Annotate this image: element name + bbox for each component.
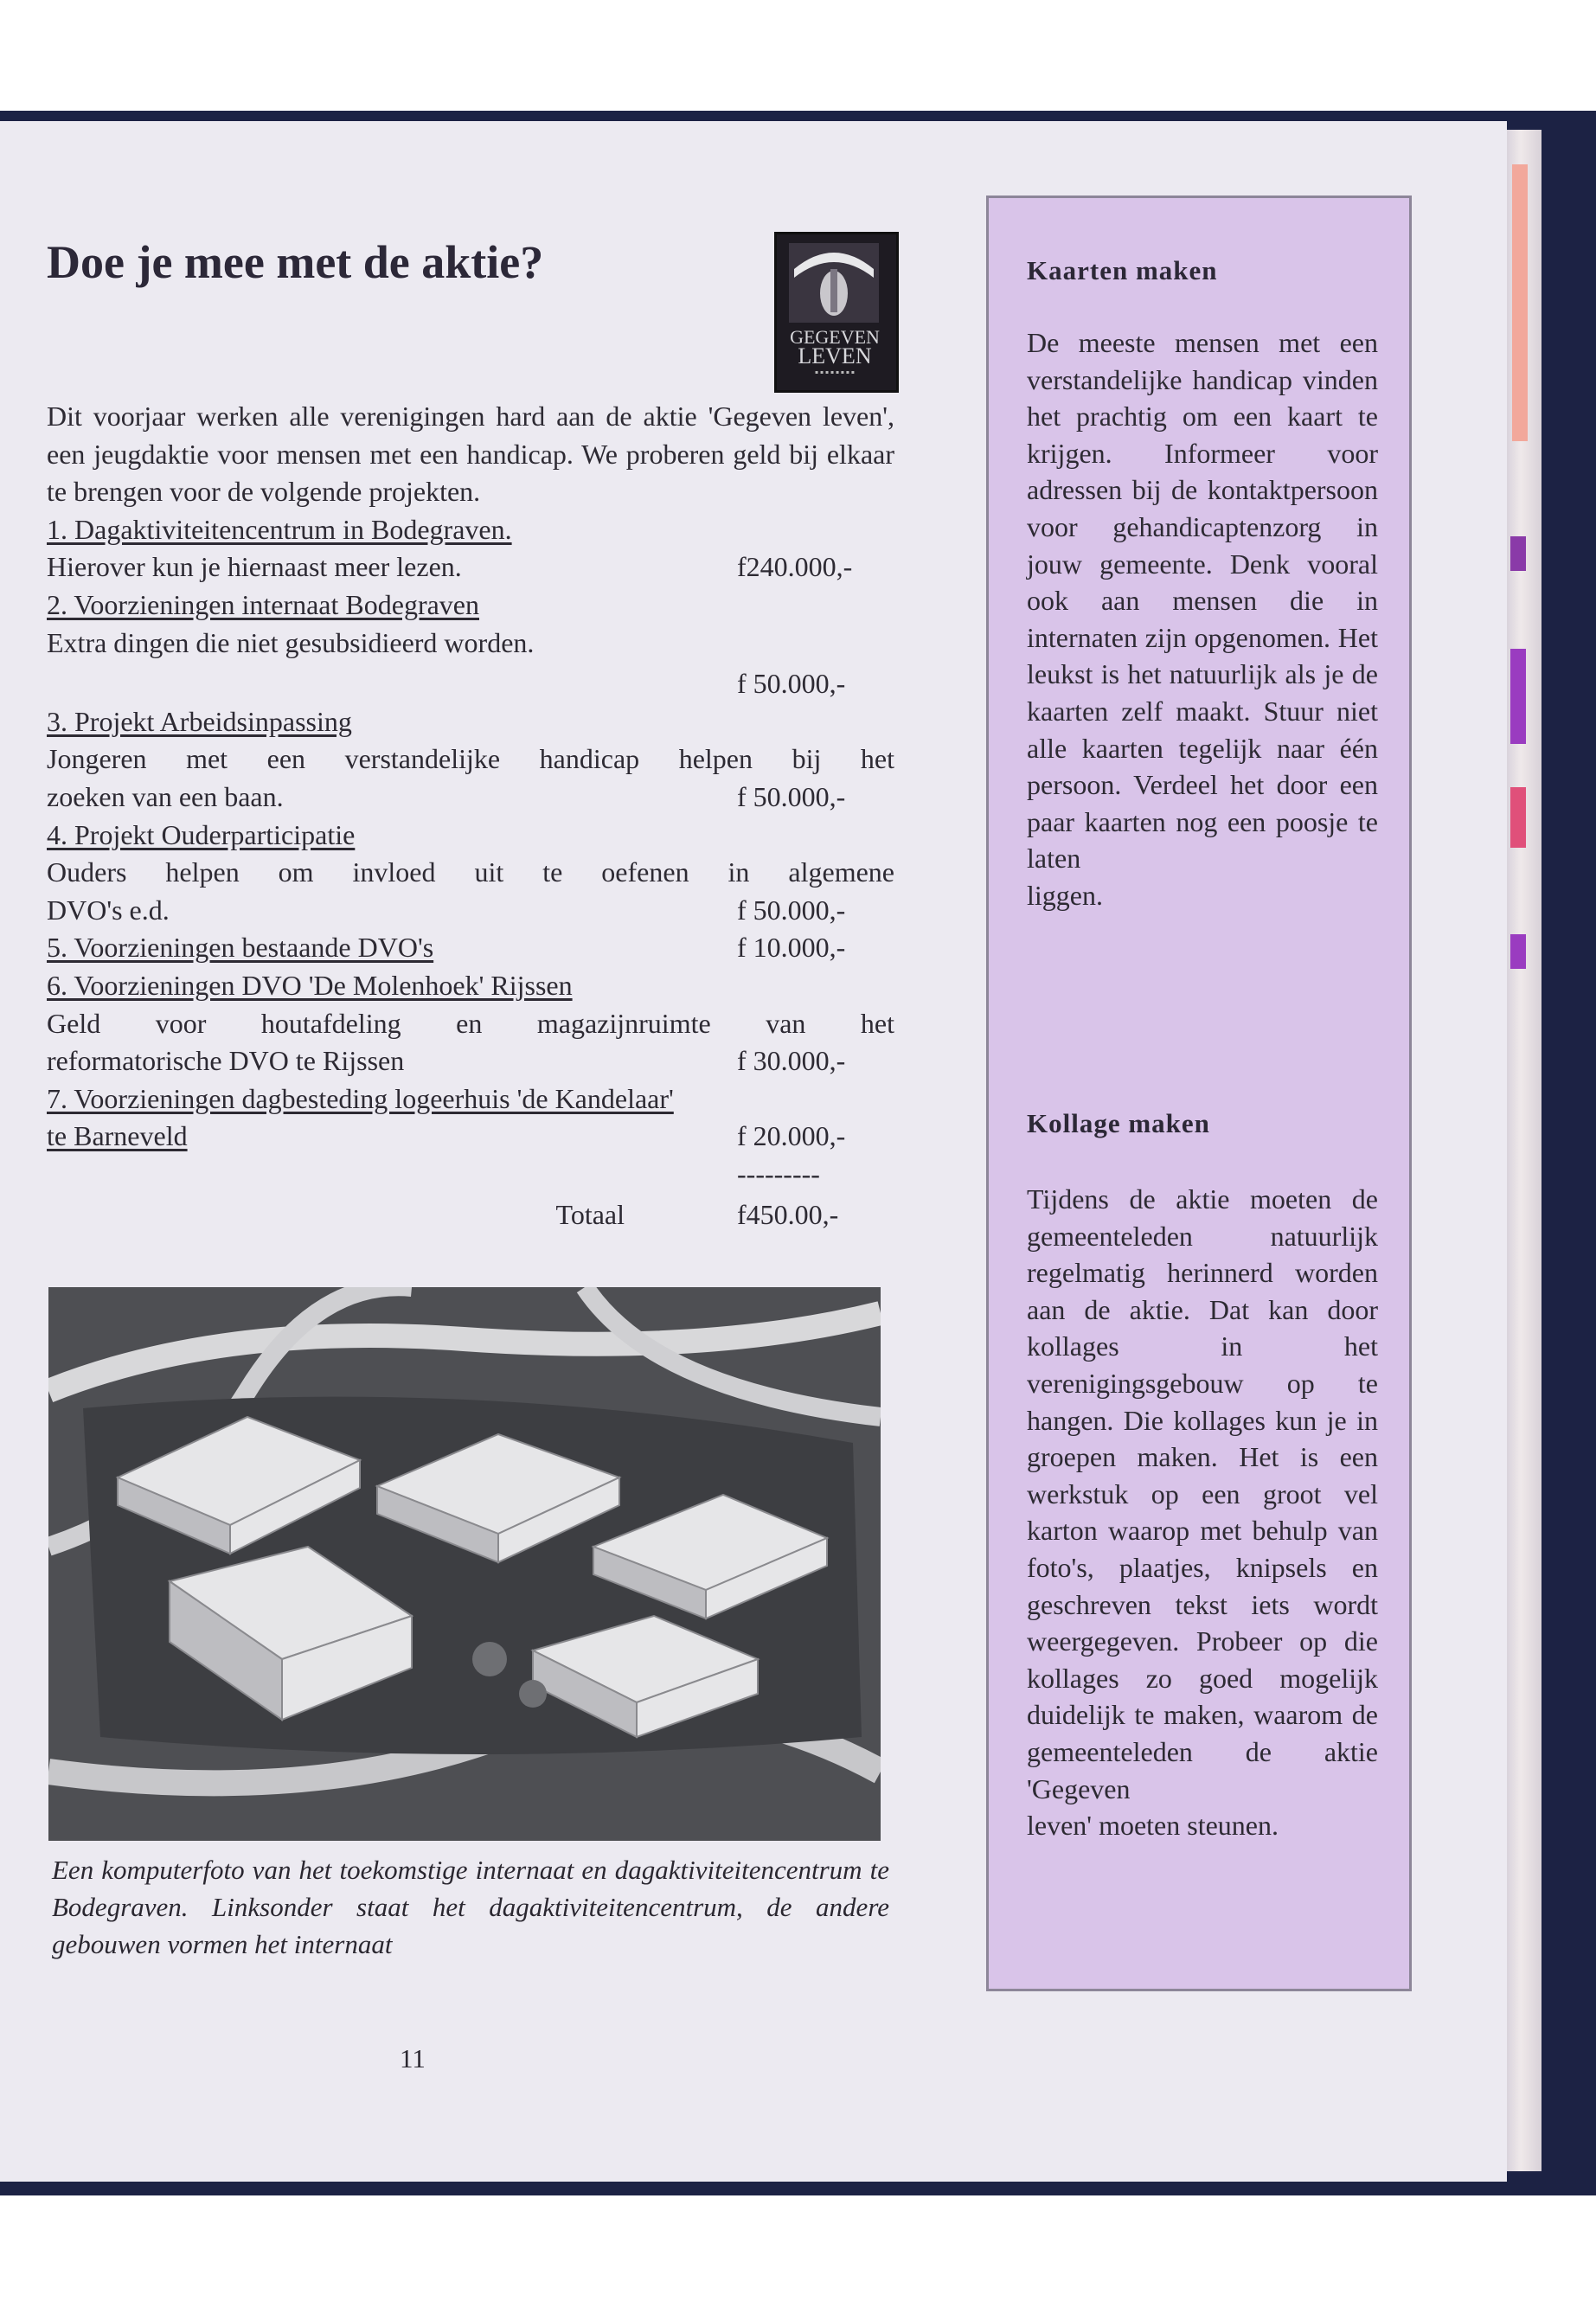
sidebar-text-kaarten: De meeste mensen met een verstandelijke handicap vinden het prachtig om een kaart te krijgen. Informeer voor adressen bij de kontaktpersoon voor gehandicaptenzorg in jouw gemeente. Denk vooral ook aan mensen die in internaten zijn opgenomen. Het leukst is het natuurlijk als je de kaarten zelf maakt. Stuur niet alle kaarten tegelijk naar één persoon. Verdeel het door een paar kaarten nog een poosje te laten liggen. [1027, 327, 1378, 911]
gegeven-leven-logo [774, 232, 899, 393]
item-1-desc: Hierover kun je hiernaast meer lezen. [47, 551, 462, 583]
photo-illustration [48, 1287, 881, 1841]
sidebar-heading-kollage: Kollage maken [1027, 1108, 1210, 1138]
item-4-desc-line1: Ouders helpen om invloed uit te oefenen in algemene [47, 856, 894, 888]
item-7-heading-line1: 7. Voorzieningen dagbesteding logeerhuis 'de Kandelaar' [47, 1082, 674, 1114]
item-4-heading: 4. Projekt Ouderparticipatie [47, 818, 356, 850]
item-1-row [47, 548, 894, 586]
building-rendering-photo [48, 1287, 881, 1841]
item-5-amount: f 10.000,- [737, 932, 846, 964]
item-5-row [47, 929, 894, 967]
item-7-amount: f 20.000,- [737, 1120, 846, 1152]
logo-emblem-icon [789, 243, 879, 323]
total-separator-row [47, 1156, 894, 1194]
item-4-amount: f 50.000,- [737, 894, 846, 926]
item-2-heading: 2. Voorzieningen internaat Bodegraven [47, 588, 479, 620]
sidebar-heading-kaarten: Kaarten maken [1027, 255, 1218, 285]
photo-caption: Een komputerfoto van het toekomstige internaat en dagaktiviteitencentrum te Bodegraven. Linksonder staat het dagaktiviteitencentrum, de andere gebouwen vormen het internaat [52, 1855, 889, 1959]
total-separator: --------- [737, 1157, 820, 1189]
item-5-heading: 5. Voorzieningen bestaande DVO's [47, 932, 434, 964]
item-7-row [47, 1118, 894, 1156]
logo-fine-print: ▪ ▪ ▪ ▪ ▪ ▪ ▪ ▪ [815, 369, 855, 375]
total-amount: f450.00,- [737, 1199, 839, 1231]
intro-paragraph: Dit voorjaar werken alle verenigingen hard aan de aktie 'Gegeven leven', een jeugdaktie voor mensen met een handicap. We proberen geld bij elkaar te brengen voor de volgende projekten. [47, 401, 894, 508]
item-3-desc-line1: Jongeren met een verstandelijke handicap helpen bij het [47, 743, 894, 775]
page-title: Doe je mee met de aktie? [47, 236, 544, 288]
project-list [47, 398, 894, 1234]
item-3-amount: f 50.000,- [737, 780, 846, 812]
item-4-row [47, 892, 894, 930]
item-2-desc: Extra dingen die niet gesubsidieerd worden. [47, 626, 535, 658]
item-6-heading: 6. Voorzieningen DVO 'De Molenhoek' Rijssen [47, 969, 573, 1001]
page-edges [1507, 130, 1542, 2171]
item-7-heading-line2: te Barneveld [47, 1120, 188, 1152]
item-6-row [47, 1042, 894, 1080]
sidebar-text-kollage: Tijdens de aktie moeten de gemeenteleden natuurlijk regelmatig herinnerd worden aan de aktie. Dat kan door kollages in het verenigingsgebouw op te hangen. Die kollages kun je in groepen maken. Het is een werkstuk op een groot vel karton waarop met behulp van foto's, plaatjes, knipsels en geschreven tekst iets wordt weergegeven. Probeer op die kollages zo goed mogelijk duidelijk te maken, waarom de gemeenteleden de aktie 'Gegeven leven' moeten steunen. [1027, 1183, 1378, 1842]
item-6-desc-line2: reformatorische DVO te Rijssen [47, 1045, 405, 1077]
total-row [47, 1196, 894, 1234]
item-2-amount: f 50.000,- [737, 668, 846, 700]
sidebar-box [986, 195, 1412, 1991]
total-label: Totaal [555, 1199, 625, 1231]
page-number: 11 [400, 2043, 426, 2073]
item-3-heading: 3. Projekt Arbeidsinpassing [47, 705, 352, 737]
item-1-amount: f240.000,- [737, 551, 853, 583]
item-3-row [47, 779, 894, 817]
item-6-desc-line1: Geld voor houtafdeling en magazijnruimte van het [47, 1007, 894, 1039]
logo-line-2: LEVEN [798, 343, 872, 369]
logo-line-1: GEGEVEN [790, 326, 880, 348]
item-4-desc-line2: DVO's e.d. [47, 894, 170, 926]
item-1-heading: 1. Dagaktiviteitencentrum in Bodegraven. [47, 513, 512, 545]
item-2-row [47, 665, 894, 703]
item-3-desc-line2: zoeken van een baan. [47, 780, 284, 812]
item-6-amount: f 30.000,- [737, 1045, 846, 1077]
